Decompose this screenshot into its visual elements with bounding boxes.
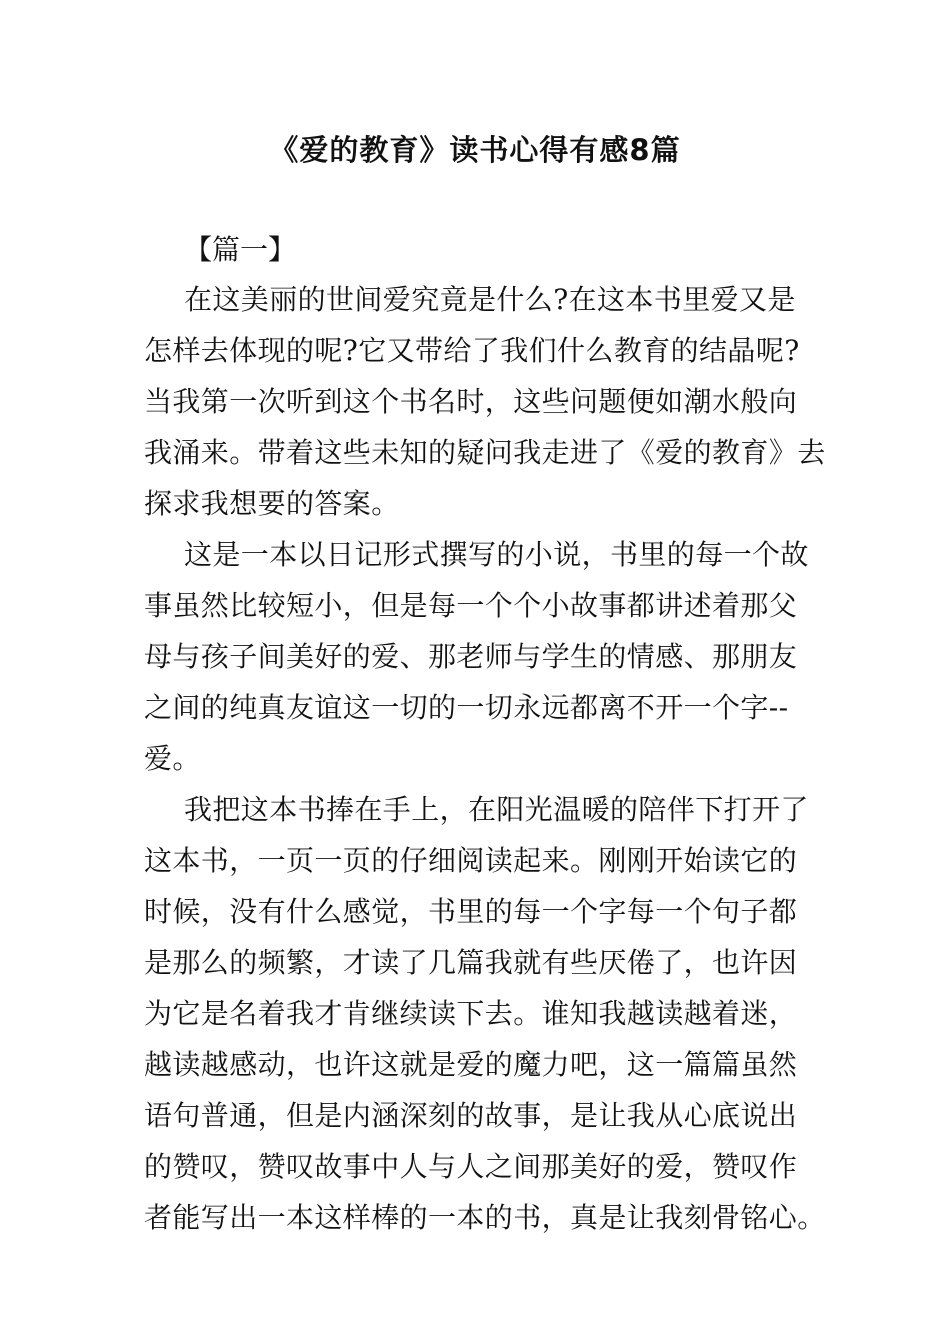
text-line: 时候，没有什么感觉，书里的每一个字每一个句子都 [144, 895, 798, 928]
text-line: 怎样去体现的呢?它又带给了我们什么教育的结晶呢? [144, 334, 800, 367]
text-line: 探求我想要的答案。 [144, 487, 400, 520]
text-line: 为它是名着我才肯继续读下去。谁知我越读越着迷， [144, 997, 798, 1030]
text-line: 这是一本以日记形式撰写的小说，书里的每一个故 [184, 538, 809, 571]
text-line: 是那么的频繁，才读了几篇我就有些厌倦了，也许因 [144, 946, 798, 979]
text-line: 我涌来。带着这些未知的疑问我走进了《爱的教育》去 [144, 436, 826, 469]
text-line: 爱。 [144, 742, 201, 775]
text-line: 之间的纯真友谊这一切的一切永远都离不开一个字-- [144, 691, 789, 724]
text-line: 者能写出一本这样棒的一本的书，真是让我刻骨铭心。 [144, 1201, 826, 1234]
text-line: 当我第一次听到这个书名时，这些问题便如潮水般向 [144, 385, 798, 418]
text-line: 在这美丽的世间爱究竟是什么?在这本书里爱又是 [184, 283, 796, 316]
document-title: 《爱的教育》读书心得有感8篇 [269, 133, 681, 167]
text-line: 这本书，一页一页的仔细阅读起来。刚刚开始读它的 [144, 844, 798, 877]
section-heading: 【篇一】 [184, 233, 297, 266]
text-line: 越读越感动，也许这就是爱的魔力吧，这一篇篇虽然 [144, 1048, 798, 1081]
text-line: 母与孩子间美好的爱、那老师与学生的情感、那朋友 [144, 640, 798, 673]
text-line: 的赞叹，赞叹故事中人与人之间那美好的爱，赞叹作 [144, 1150, 798, 1183]
text-line: 我把这本书捧在手上，在阳光温暖的陪伴下打开了 [184, 793, 809, 826]
text-line: 语句普通，但是内涵深刻的故事，是让我从心底说出 [144, 1099, 798, 1132]
text-line: 事虽然比较短小，但是每一个个小故事都讲述着那父 [144, 589, 798, 622]
